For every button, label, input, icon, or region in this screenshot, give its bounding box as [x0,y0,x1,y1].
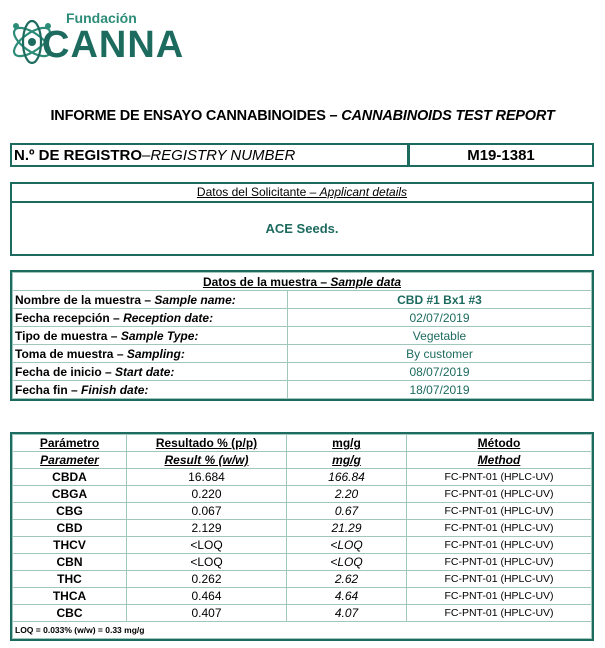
report-title [0,108,605,124]
table-row [13,520,592,537]
applicant-heading-sep: – [306,185,320,199]
loq-note: LOQ = 0.033% (w/w) = 0.33 mg/g [13,622,592,639]
sample-row [13,327,592,345]
param-cell: CBGA [13,486,127,503]
header-resultado: Resultado % (p/p) [127,435,287,452]
pct-cell: 0.262 [127,571,287,588]
pct-cell: 0.220 [127,486,287,503]
method-cell: FC-PNT-01 (HPLC-UV) [407,537,592,554]
param-cell: CBC [13,605,127,622]
sample-data-table [12,272,592,399]
pct-cell: <LOQ [127,537,287,554]
sample-heading-es: Datos de la muestra [202,274,317,289]
mg-cell: <LOQ [287,554,407,571]
results-header-en [13,452,592,469]
table-row [13,554,592,571]
title-sep: – [325,108,342,124]
sample-heading [13,273,592,291]
param-cell: THCV [13,537,127,554]
sample-label: Fecha fin – Finish date: [13,381,288,399]
applicant-heading-en: Applicant details [319,185,408,199]
registry-label [12,145,407,165]
header-method: Method [407,452,592,469]
table-row [13,571,592,588]
sample-heading-en: Sample data [330,274,402,289]
method-cell: FC-PNT-01 (HPLC-UV) [407,571,592,588]
pct-cell: 0.407 [127,605,287,622]
logo-canna-text: CANNA [42,24,185,66]
header-mgg-es: mg/g [287,435,407,452]
sample-row [13,345,592,363]
mg-cell: 0.67 [287,503,407,520]
pct-cell: 0.067 [127,503,287,520]
sample-value: CBD #1 Bx1 #3 [288,291,592,309]
sample-row [13,309,592,327]
method-cell: FC-PNT-01 (HPLC-UV) [407,588,592,605]
sample-value: 18/07/2019 [288,381,592,399]
sample-row [13,363,592,381]
sample-row [13,291,592,309]
pct-cell: <LOQ [127,554,287,571]
mg-cell: 4.07 [287,605,407,622]
table-row [13,537,592,554]
results-table [12,434,592,639]
sample-value: Vegetable [288,327,592,345]
param-cell: CBG [13,503,127,520]
param-cell: CBN [13,554,127,571]
param-cell: THCA [13,588,127,605]
sample-value: 02/07/2019 [288,309,592,327]
pct-cell: 2.129 [127,520,287,537]
pct-cell: 0.464 [127,588,287,605]
method-cell: FC-PNT-01 (HPLC-UV) [407,503,592,520]
method-cell: FC-PNT-01 (HPLC-UV) [407,486,592,503]
registry-label-es: N.º DE REGISTRO [14,146,142,164]
registry-label-en: REGISTRY NUMBER [150,146,296,164]
mg-cell: 4.64 [287,588,407,605]
sample-value: By customer [288,345,592,363]
table-row [13,605,592,622]
method-cell: FC-PNT-01 (HPLC-UV) [407,469,592,486]
sample-label: Toma de muestra – Sampling: [13,345,288,363]
results-box [10,432,594,641]
table-row [13,469,592,486]
loq-note-row [13,622,592,639]
method-cell: FC-PNT-01 (HPLC-UV) [407,605,592,622]
applicant-heading [12,184,592,201]
sample-label: Nombre de la muestra – Sample name: [13,291,288,309]
method-cell: FC-PNT-01 (HPLC-UV) [407,520,592,537]
applicant-box [10,182,594,256]
title-en: CANNABINOIDS TEST REPORT [341,108,555,124]
table-row [13,503,592,520]
mg-cell: <LOQ [287,537,407,554]
method-cell: FC-PNT-01 (HPLC-UV) [407,554,592,571]
mg-cell: 166.84 [287,469,407,486]
registry-number: M19-1381 [410,145,592,165]
table-row [13,588,592,605]
sample-label: Tipo de muestra – Sample Type: [13,327,288,345]
param-cell: CBDA [13,469,127,486]
mg-cell: 21.29 [287,520,407,537]
header-parametro: Parámetro [13,435,127,452]
header-parameter: Parameter [13,452,127,469]
logo-fundacion-text: Fundación [66,10,137,26]
sample-data-box [10,270,594,401]
table-row [13,486,592,503]
pct-cell: 16.684 [127,469,287,486]
param-cell: CBD [13,520,127,537]
sample-label: Fecha recepción – Reception date: [13,309,288,327]
registry-box [10,143,594,167]
applicant-name: ACE Seeds. [12,203,592,254]
header-metodo: Método [407,435,592,452]
title-es: INFORME DE ENSAYO CANNABINOIDES [50,108,326,124]
param-cell: THC [13,571,127,588]
header-mgg-en: mg/g [287,452,407,469]
sample-value: 08/07/2019 [288,363,592,381]
applicant-heading-es: Datos del Solicitante [196,185,307,199]
mg-cell: 2.62 [287,571,407,588]
header-result: Result % (w/w) [127,452,287,469]
registry-sep: – [142,146,151,164]
mg-cell: 2.20 [287,486,407,503]
fundacion-canna-logo [8,6,185,78]
results-header-es [13,435,592,452]
sample-row [13,381,592,399]
sample-label: Fecha de inicio – Start date: [13,363,288,381]
sample-heading-sep: – [317,274,331,289]
